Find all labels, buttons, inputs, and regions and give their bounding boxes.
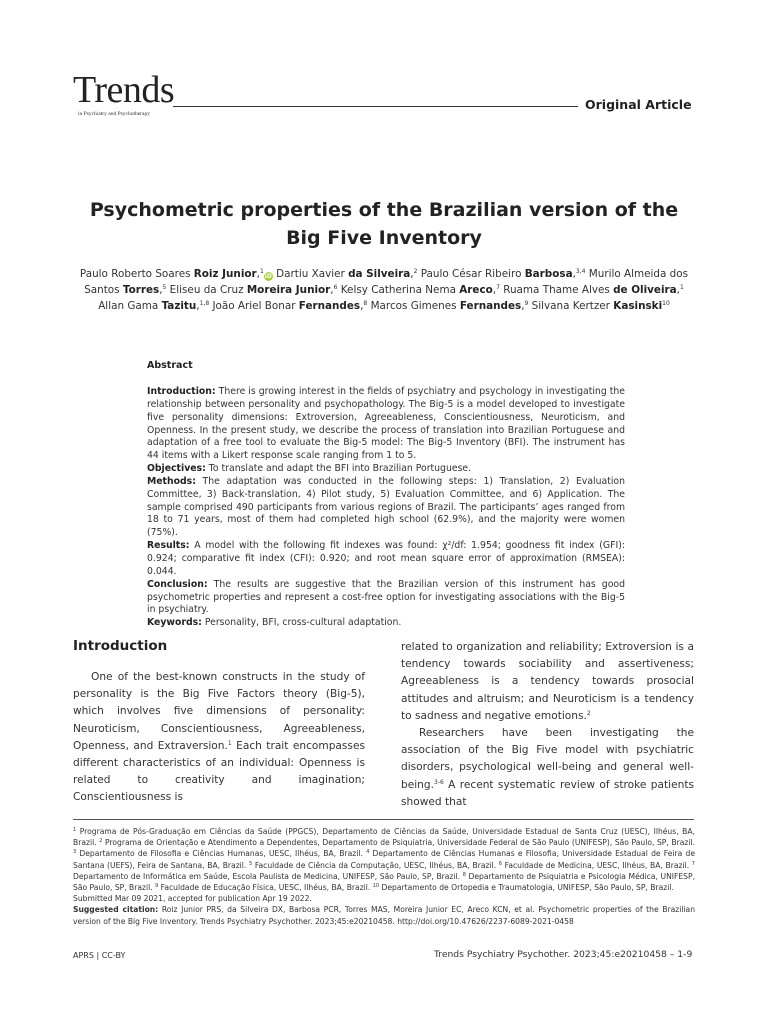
paragraph-text: A recent systematic review of stroke patients showed that	[401, 778, 694, 808]
journal-logo-subtitle: in Psychiatry and Psychotherapy	[78, 111, 150, 117]
article-title: Psychometric properties of the Brazilian version of the Big Five Inventory	[89, 199, 679, 249]
citation-label: Suggested citation:	[73, 905, 159, 915]
author: Eliseu da Cruz Moreira Junior,$^6$	[169, 283, 338, 296]
affiliation-marker: 2	[413, 268, 418, 275]
body-column-right	[401, 639, 694, 811]
abstract-label: Objectives:	[147, 463, 206, 475]
orcid-icon[interactable]: iD	[264, 273, 272, 280]
author: Dartiu Xavier da Silveira,$^2$	[276, 268, 418, 280]
reference-marker: 1	[227, 739, 232, 747]
affiliation-marker: 7	[496, 283, 500, 291]
paragraph	[401, 639, 694, 725]
affiliation-number: 1	[73, 827, 77, 833]
author-surname: Torres	[122, 283, 160, 296]
affiliation-text: Departamento de Psiquiatria e Psicologia Médica, UNIFESP, São Paulo, SP, Brazil.	[73, 871, 695, 893]
author-list	[72, 267, 696, 314]
author-surname: de Oliveira	[613, 283, 677, 296]
affiliation-number: 6	[498, 860, 502, 867]
abstract-heading: Abstract	[147, 360, 193, 371]
affiliation-marker: 3,4	[575, 268, 586, 275]
author-surname: Moreira Junior	[246, 283, 331, 296]
license-label: APRS | CC-BY	[73, 951, 126, 960]
abstract-text: To translate and adapt the BFI into Brazilian Portuguese.	[208, 463, 472, 475]
affiliation-number: 5	[248, 860, 253, 867]
author-surname: Fernandes	[298, 299, 361, 312]
abstract-label: Conclusion:	[147, 578, 208, 590]
journal-logo: Trends	[73, 69, 175, 111]
affiliation-marker: 1	[259, 268, 264, 275]
affiliation-marker: 8	[363, 299, 368, 307]
paragraph	[73, 669, 365, 807]
author: Kelsy Catherina Nema Areco,$^7$	[340, 283, 500, 296]
affiliation-text: Departamento de Ciências Humanas e Filosofia, Universidade Estadual de Feira de Santana (UEFS), Feira de Santana, BA, Brazil.	[73, 849, 695, 870]
affiliation-number: 7	[691, 860, 695, 867]
author: Ruama Thame Alves de Oliveira,$^1$	[503, 283, 684, 296]
affiliation-text: Departamento de Filosofia e Ciências Humanas, UESC, Ilhéus, BA, Brazil.	[76, 849, 367, 859]
affiliation-text: Programa de Pós-Graduação em Ciências da Saúde (PPGCS), Departamento de Ciências da Saúde, Universidade Estadual de Santa Cruz (UESC), Ilhéus, BA, Brazil.	[73, 827, 695, 848]
affiliation-text: Programa de Orientação e Atendimento a Dependentes, Departamento de Psiquiatria, Universidade Federal de São Paulo (UNIFESP), São Paulo, SP, Brazil.	[102, 838, 695, 848]
abstract-text: A model with the following fit indexes was found: χ²/df: 1.954; goodness fit index (GFI): 0.924; comparative fit index (CFI): 0.920; and root mean square error of approximation (RMSEA): 0.044.	[147, 540, 625, 577]
submission-dates: Submitted Mar 09 2021, accepted for publication Apr 19 2022.	[73, 894, 312, 904]
article-type-label: Original Article	[585, 97, 692, 112]
author: Allan Gama Tazitu,$^{1,8}$	[98, 299, 210, 312]
author-surname: da Silveira	[348, 268, 411, 280]
citation-text: Roiz Junior PRS, da Silveira DX, Barbosa PCR, Torres MAS, Moreira Junior EC, Areco KCN, et al. Psychometric properties of the Brazilian version of the Big Five Inventory. Trends Psychiatry Psychother. 2023;45:e20210458. http://doi.org/10.47626/2237-6089-2021-0458	[73, 905, 696, 926]
paragraph-text: Researchers have been investigating the association of the Big Five model with psychiatric disorders, psychological well-being and general well-being.	[401, 727, 694, 791]
abstract-label: Introduction:	[147, 386, 216, 397]
abstract-text: The results are suggestive that the Brazilian version of this instrument has good psychometric properties and represent a cost-free option for investigating associations with the Big-5 in psychiatry.	[147, 578, 625, 616]
abstract-text: There is growing interest in the fields of psychiatry and psychology in investigating the relationship between personality and psychopathology. The Big-5 is a model developed to investigate five personality dimensions: Extroversion, Agreeableness, Conscientiousness, Neuroticism, and Openness. In the present study, we describe the process of translation into Brazilian Portuguese and adaptation of a free tool to evaluate the Big-5 model: The Big-5 Inventory (BFI). The instrument has 44 items with a Likert response scale ranging from 1 to 5.	[147, 386, 625, 462]
affiliation-text: Faculdade de Ciência da Computação, UESC, Ilhéus, BA, Brazil.	[252, 860, 499, 870]
journal-citation: Trends Psychiatry Psychother. 2023;45:e20210458 – 1-9	[434, 949, 693, 960]
author: Marcos Gimenes Fernandes,$^9$	[370, 299, 529, 312]
abstract-body	[147, 386, 625, 630]
affiliation-number: 2	[99, 838, 103, 845]
author-surname: Areco	[459, 283, 493, 296]
footnotes	[73, 826, 695, 927]
affiliation-marker: 5	[162, 283, 167, 291]
author: Paulo Roberto Soares Roiz Junior,$^1$iD	[79, 268, 272, 280]
paragraph-text: One of the best-known constructs in the study of personality is the Big Five Factors theory (Big-5), which involves five dimensions of personality: Neuroticism, Conscientiousness, Agreeableness, Openness, and Extraversion.	[73, 671, 365, 752]
affiliation-marker: 1	[679, 283, 684, 291]
affiliations	[73, 826, 695, 893]
author: Silvana Kertzer Kasinski$^{10}$	[531, 299, 670, 312]
author-surname: Kasinski	[613, 299, 663, 312]
affiliation-marker: 10	[662, 299, 670, 307]
header-divider	[173, 106, 578, 107]
affiliation-marker: 6	[333, 283, 338, 291]
abstract-section	[147, 386, 625, 463]
affiliation-number: 3	[73, 849, 77, 856]
body-column-left	[73, 669, 365, 807]
author: Murilo Almeida dos Santos Torres,$^5$	[84, 268, 689, 296]
suggested-citation	[73, 904, 695, 926]
author-surname: Fernandes	[459, 299, 522, 312]
author-surname: Barbosa	[524, 268, 573, 280]
affiliation-text: Departamento de Informática em Saúde, Escola Paulista de Medicina, UNIFESP, São Paulo, SP, Brazil.	[73, 871, 463, 881]
affiliation-marker: 1,8	[199, 299, 210, 307]
abstract-section	[147, 617, 625, 630]
abstract-label: Keywords:	[147, 617, 202, 629]
abstract-label: Methods:	[147, 475, 196, 487]
abstract-label: Results:	[147, 540, 190, 552]
author: Paulo César Ribeiro Barbosa,$^{3,4}$	[420, 268, 586, 280]
affiliation-marker: 9	[524, 299, 529, 307]
affiliation-number: 4	[366, 849, 370, 856]
footnote-divider	[73, 819, 694, 820]
affiliation-number: 10	[372, 883, 380, 890]
paragraph-text: related to organization and reliability; Extroversion is a tendency towards sociability and assertiveness; Agreeableness is a tendency towards prosocial attitudes and altruism; and Neuroticism is a tendency to sadness and negative emotions.	[401, 641, 694, 722]
author-surname: Roiz Junior	[193, 268, 257, 280]
abstract-text: The adaptation was conducted in the following steps: 1) Translation, 2) Evaluation Committee, 3) Back-translation, 4) Pilot study, 5) Evaluation Committee, and 6) Application. The sample comprised 490 participants from various regions of Brazil. The participants’ ages ranged from 18 to 71 years, most of them had completed high school (62.9%), and the majority were women (75%).	[147, 475, 625, 539]
author-surname: Tazitu	[161, 299, 197, 312]
abstract-section	[147, 579, 625, 618]
affiliation-number: 8	[462, 871, 466, 878]
affiliation-text: Departamento de Ortopedia e Traumatologia, UNIFESP, São Paulo, SP, Brazil.	[379, 883, 674, 893]
reference-marker: 2	[586, 709, 591, 717]
affiliation-text: Faculdade de Medicina, UESC, Ilhéus, BA, Brazil.	[501, 860, 692, 870]
paragraph-text: Each trait encompasses different characteristics of an individual: Openness is related to creativity and imagination; Conscientiousness is	[73, 739, 365, 804]
abstract-section	[147, 463, 625, 476]
author: João Ariel Bonar Fernandes,$^8$	[212, 299, 368, 312]
section-heading-introduction: Introduction	[73, 638, 168, 654]
abstract-section	[147, 476, 625, 540]
abstract-section	[147, 540, 625, 579]
affiliation-text: Faculdade de Educação Física, UESC, Ilhéus, BA, Brazil.	[158, 883, 373, 893]
paragraph	[401, 725, 694, 811]
abstract-text: Personality, BFI, cross-cultural adaptation.	[204, 617, 402, 629]
affiliation-number: 9	[155, 883, 159, 890]
reference-marker: 3-6	[434, 778, 444, 786]
